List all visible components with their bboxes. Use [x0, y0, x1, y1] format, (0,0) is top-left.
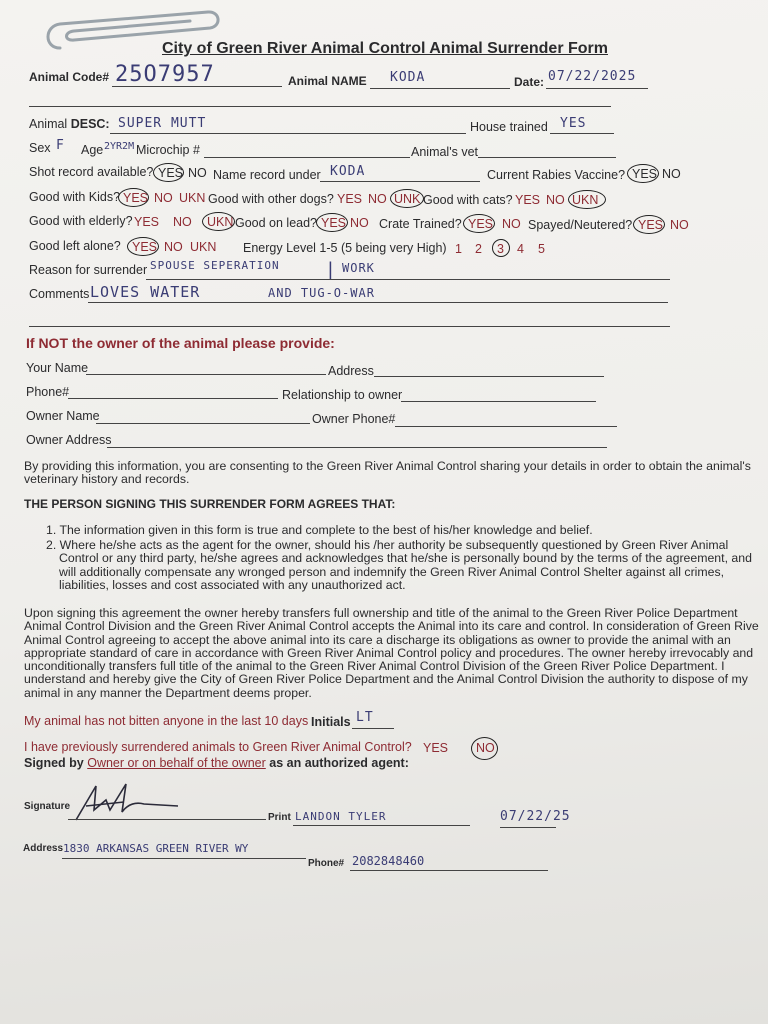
date-label: Date: — [514, 75, 545, 89]
not-owner-heading: If NOT the owner of the animal please provide: — [26, 335, 335, 351]
bite-statement: My animal has not bitten anyone in the last 10 days — [24, 714, 309, 728]
crate-yes: YES — [468, 217, 494, 231]
other-dogs-circle — [390, 189, 424, 208]
your-name-line — [86, 374, 326, 375]
other-dogs-unk: UNK — [394, 192, 421, 206]
relationship-label: Relationship to owner — [282, 388, 403, 402]
house-trained-value: YES — [560, 116, 587, 131]
energy-option-2: 2 — [475, 242, 482, 256]
owner-address-line — [107, 447, 607, 448]
initials-label: Initials — [311, 715, 351, 729]
reason-line — [146, 279, 670, 280]
other-dogs-no: NO — [368, 192, 387, 206]
shot-record-circle — [153, 163, 184, 182]
animal-name-value: KODA — [390, 70, 426, 85]
form-title: City of Green River Animal Control Animal Surrender Form — [162, 40, 608, 57]
address-row-line — [62, 858, 306, 859]
alone-yes: YES — [132, 240, 158, 254]
microchip-label: Microchip # — [136, 143, 200, 157]
animal-desc-label: Animal DESC: — [29, 117, 110, 131]
comments-label: Comments — [29, 287, 90, 301]
elderly-label: Good with elderly? — [29, 214, 133, 228]
sign-date-value: 07/22/25 — [500, 809, 571, 824]
initials-line — [352, 728, 394, 729]
animal-code-label: Animal Code# — [29, 70, 110, 84]
alone-no: NO — [164, 240, 183, 254]
alone-label: Good left alone? — [29, 239, 121, 253]
phone-row-line — [350, 870, 548, 871]
crate-no: NO — [502, 217, 521, 231]
address-value: 1830 ARKANSAS GREEN RIVER WY — [63, 842, 249, 855]
comments-line — [88, 302, 668, 303]
comments-value: LOVES WATER — [90, 283, 201, 301]
animal-code-line — [112, 86, 282, 87]
print-label: Print — [268, 812, 291, 823]
previously-circle — [471, 737, 498, 760]
owner-name-label: Owner Name — [26, 409, 100, 423]
age-label: Age — [81, 143, 104, 157]
energy-option-3: 3 — [497, 242, 504, 256]
animal-code-value: 25O7957 — [115, 62, 215, 87]
rabies-circle — [627, 164, 659, 183]
crate-circle — [463, 214, 495, 233]
cats-yes: YES — [515, 193, 541, 207]
lead-circle — [316, 213, 348, 232]
spayed-yes: YES — [638, 218, 664, 232]
energy-option-4: 4 — [517, 242, 524, 256]
cats-ukn: UKN — [572, 193, 599, 207]
spayed-circle — [633, 215, 665, 234]
comments-line-2 — [29, 326, 670, 327]
energy-circle — [492, 239, 510, 257]
print-value: LANDON TYLER — [295, 810, 387, 823]
energy-label: Energy Level 1-5 (5 being very High) — [243, 241, 447, 255]
shot-record-no: NO — [188, 166, 207, 180]
agreement-1: 1. The information given in this form is true and complete to the best of his/her knowledge and belief. — [46, 523, 593, 537]
initials-value: LT — [356, 710, 374, 725]
signature-mark — [66, 780, 196, 828]
spayed-no: NO — [670, 218, 689, 232]
previously-yes: YES — [423, 741, 449, 755]
lead-no: NO — [350, 216, 369, 230]
alone-circle — [127, 237, 159, 256]
rabies-label: Current Rabies Vaccine? — [487, 168, 626, 182]
rabies-no: NO — [662, 167, 681, 181]
desc-value: SUPER MUTT — [118, 116, 207, 131]
date-value: 07/22/2025 — [548, 69, 637, 84]
lead-label: Good on lead? — [235, 216, 318, 230]
reason-value: SPOUSE SEPERATION — [150, 259, 280, 272]
sign-date-line — [500, 827, 556, 828]
sex-value: F — [56, 138, 65, 153]
rabies-yes: YES — [632, 167, 658, 181]
agreement-2: 2. Where he/she acts as the agent for the owner, should his /her authority be subsequently questioned by Green River Animal Control or any third party, he/she agrees and acknowledges that he/she is personally bound by the terms of the agreement, and will additionally compensate any wronged person and indemnify the Green River Animal Control Shelter against all crimes, liabilities, losses and cost associated with any unauthorized act. — [46, 538, 752, 592]
other-dogs-label: Good with other dogs? — [208, 192, 334, 206]
cats-circle — [568, 190, 606, 209]
energy-option-5: 5 — [538, 242, 545, 256]
kids-yes: YES — [123, 191, 149, 205]
your-name-label: Your Name — [26, 361, 89, 375]
spayed-label: Spayed/Neutered? — [528, 218, 633, 232]
divider-line — [29, 106, 611, 107]
reason-slash: | — [325, 259, 337, 280]
vet-line — [478, 157, 616, 158]
reason-label: Reason for surrender — [29, 263, 148, 277]
transfer-text: Upon signing this agreement the owner hereby transfers full ownership and title of the animal to the Green River Police Department Animal Control Division and the Green River Animal Control accepts the Animal into its care and control. In consideration of Green Rive Animal Control agreeing to accept the above animal into its care a discharge its obligations as owner to provide the animal with an appropriate standard of care in accordance with Green River Animal Control policy and procedures. The owner hereby irrevocably and unconditionally transfers full title of the animal to the Green River Animal Control Division of the Green River Police Department. I understand and hereby give the City of Green River Police Department and the Animal Control Division the authority to dispose of my animal in any manner the Department deems proper. — [24, 606, 759, 700]
owner-phone-label: Owner Phone# — [312, 412, 396, 426]
phone-line — [68, 398, 278, 399]
address-label: Address — [328, 364, 374, 378]
kids-label: Good with Kids? — [29, 190, 121, 204]
name-record-line — [320, 181, 480, 182]
name-record-label: Name record under — [213, 168, 321, 182]
shot-record-label: Shot record available? — [29, 165, 154, 179]
comments-value-2: AND TUG-O-WAR — [268, 286, 375, 300]
elderly-no: NO — [173, 215, 192, 229]
animal-name-label: Animal NAME — [288, 74, 367, 88]
signature-label: Signature — [24, 801, 71, 812]
address-row-label: Address — [23, 843, 64, 854]
address-line — [374, 376, 604, 377]
agree-heading: THE PERSON SIGNING THIS SURRENDER FORM AGREES THAT: — [24, 497, 396, 511]
other-dogs-yes: YES — [337, 192, 363, 206]
cats-label: Good with cats? — [423, 193, 513, 207]
shot-record-yes: YES — [158, 166, 184, 180]
age-value: 2YR2M — [104, 141, 135, 152]
consent-text: By providing this information, you are consenting to the Green River Animal Control sharing your details in order to obtain the animal's veterinary history and records. — [24, 459, 751, 487]
animal-name-line — [370, 88, 510, 89]
signed-by-line: Signed by Owner or on behalf of the owner as an authorized agent: — [24, 756, 409, 770]
name-record-value: KODA — [330, 164, 366, 179]
energy-option-1: 1 — [455, 242, 462, 256]
previously-surrendered: I have previously surrendered animals to Green River Animal Control? — [24, 740, 412, 754]
owner-name-line — [96, 423, 310, 424]
phone-value: 2082848460 — [352, 854, 425, 868]
desc-line — [110, 133, 466, 134]
sex-label: Sex — [29, 141, 51, 155]
previously-no: NO — [476, 741, 495, 755]
reason-value-2: WORK — [342, 261, 375, 275]
kids-no: NO — [154, 191, 173, 205]
signature-line — [68, 819, 266, 820]
elderly-circle — [202, 212, 235, 231]
owner-phone-line — [395, 426, 617, 427]
cats-no: NO — [546, 193, 565, 207]
vet-label: Animal's vet — [411, 145, 478, 159]
crate-label: Crate Trained? — [379, 217, 462, 231]
print-line — [293, 825, 470, 826]
house-trained-line — [550, 133, 614, 134]
owner-address-label: Owner Address — [26, 433, 112, 447]
elderly-yes: YES — [134, 215, 160, 229]
kids-circle — [118, 188, 149, 207]
phone-row-label: Phone# — [308, 858, 345, 869]
elderly-ukn: UKN — [207, 215, 234, 229]
relationship-line — [401, 401, 596, 402]
lead-yes: YES — [321, 216, 347, 230]
house-trained-label: House trained — [470, 120, 548, 134]
alone-ukn: UKN — [190, 240, 217, 254]
kids-ukn: UKN — [179, 191, 206, 205]
date-line — [546, 88, 648, 89]
phone-label: Phone# — [26, 385, 70, 399]
microchip-line — [204, 157, 410, 158]
